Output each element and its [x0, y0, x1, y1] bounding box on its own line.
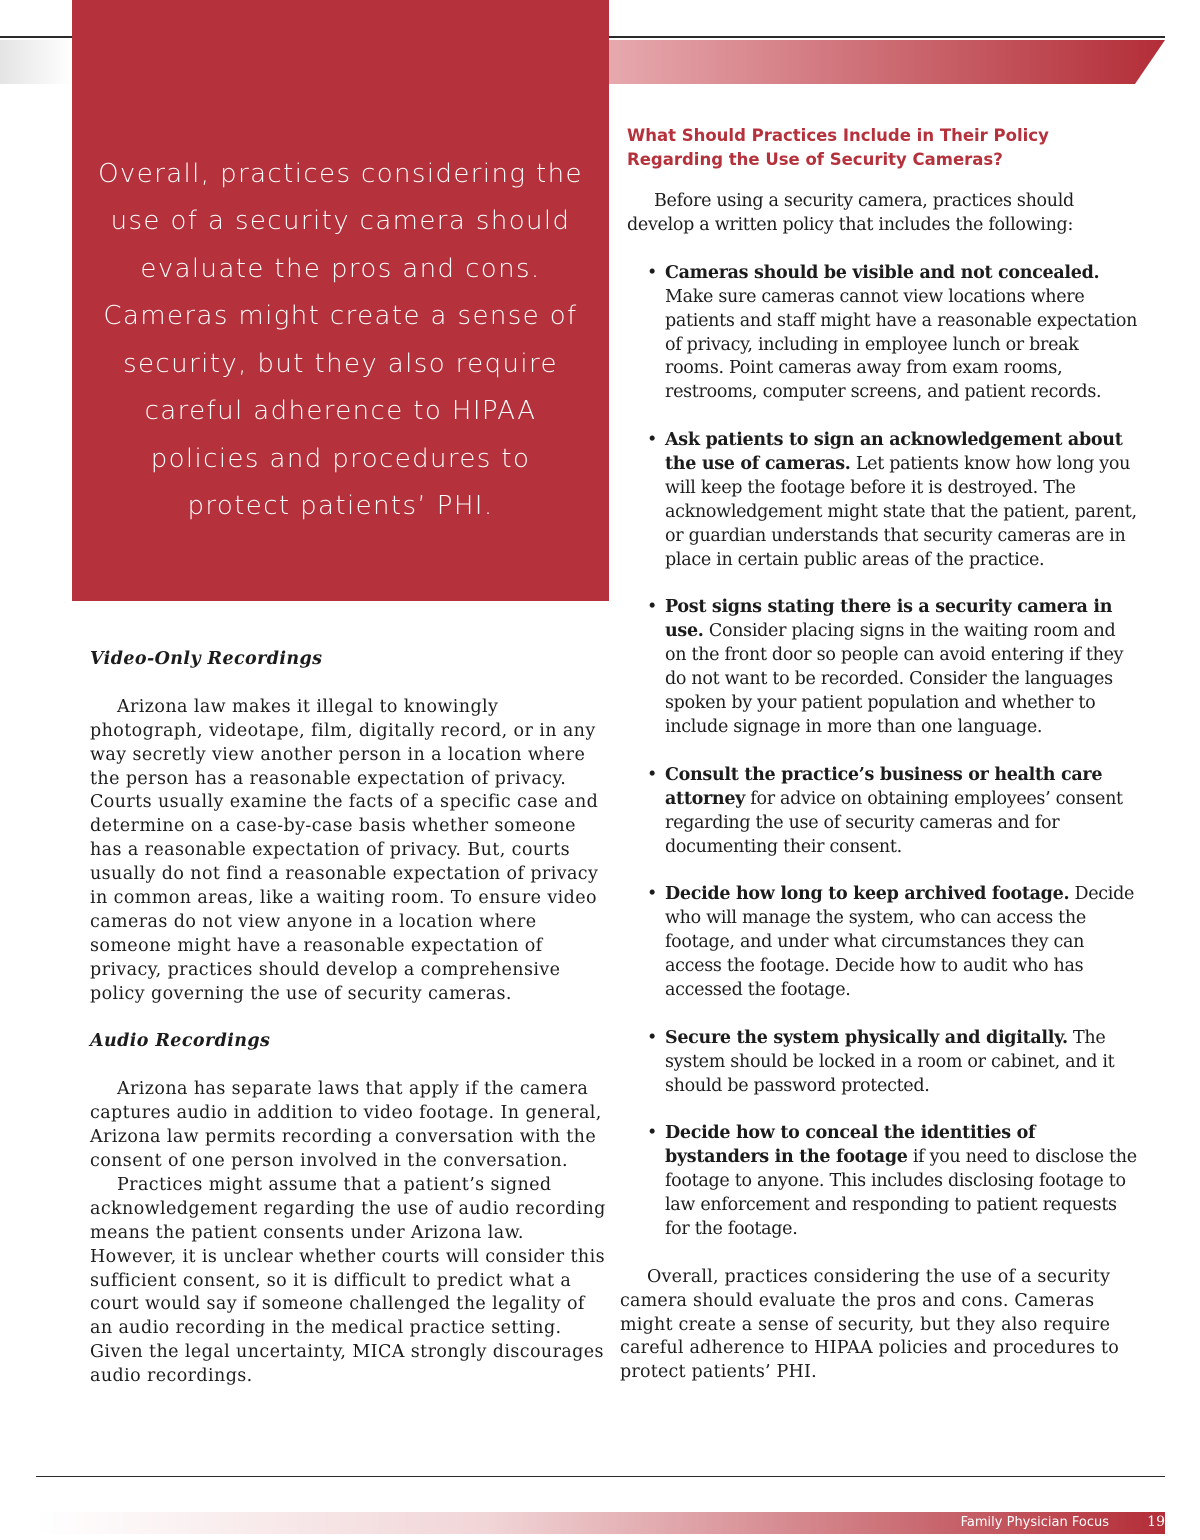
audio-paragraph-2: Practices might assume that a patient’s signed acknowledgement regarding the use of audio recording means the patient consents under Arizona law. However, it is unclear whether courts will consider this sufficient consent, so it is difficult to predict what a court would say if someone challenged the legality of an audio recording in the medical practice setting. Given the legal uncertainty, MICA strongly discourages audio recordings. [90, 1174, 606, 1387]
list-item-text: if you need to disclose the footage to anyone. This includes disclosing footage to law enforcement and responding to patient requests for the footage. [665, 1147, 1137, 1239]
audio-heading: Audio Recordings [90, 1031, 271, 1052]
publication-title: Family Physician Focus [960, 1515, 1109, 1530]
pull-quote-box [72, 0, 609, 601]
spacer [90, 672, 610, 696]
list-item-bold: Secure the system physically and digitally. [665, 1027, 1068, 1048]
spacer [90, 1007, 610, 1031]
audio-paragraph-1: Arizona has separate laws that apply if the camera captures audio in addition to video footage. In general, Arizona law permits recording a conversation with the consent of one person involved in the conversation. [90, 1079, 602, 1171]
spacer [90, 1054, 610, 1078]
list-item [620, 1122, 1140, 1242]
header-fade-left [0, 40, 72, 84]
right-column [620, 124, 1140, 1385]
bullet-icon: • [647, 1027, 658, 1048]
bullet-icon: • [647, 430, 658, 451]
list-item [620, 1027, 1140, 1099]
list-item-bold: Post signs stating there is a security camera in use. [665, 597, 1113, 642]
page-number: 19 [1147, 1514, 1165, 1530]
footer-rule [36, 1476, 1165, 1477]
bullet-icon: • [647, 1123, 658, 1144]
header-rule-right [609, 36, 1165, 38]
bullet-icon: • [647, 884, 658, 905]
list-item-text: Decide who will manage the system, who can access the footage, and under what circumstances they can access the footage. Decide how to audit who has accessed the footage. [665, 884, 1135, 1000]
video-heading: Video-Only Recordings [90, 649, 323, 669]
list-item-bold: Ask patients to sign an acknowledgement about the use of cameras. [665, 430, 1123, 475]
video-paragraph: Arizona law makes it illegal to knowingly photograph, videotape, film, digitally record, or in any way secretly view another person in a location where the person has a reasonable expectation of privacy. Courts usually examine the facts of a specific case and determine on a case-by-case basis whether someone has a reasonable expectation of privacy. But, courts usually do not find a reasonable expectation of privacy in common areas, like a waiting room. To ensure video cameras do not view anyone in a location where someone might have a reasonable expectation of privacy, practices should develop a comprehensive policy governing the use of security cameras. [90, 696, 599, 1004]
list-item-bold: Decide how to conceal the identities of bystanders in the footage [665, 1123, 1036, 1168]
header-rule-left [0, 36, 72, 38]
list-item-text: Make sure cameras cannot view locations where patients and staff might have a reasonable expectation of privacy, including in employee lunch or break rooms. Point cameras away from exam rooms, restrooms, computer screens, and patient records. [665, 286, 1138, 403]
bullet-icon: • [647, 764, 658, 785]
header-band-right [609, 40, 1165, 84]
list-item-bold: Cameras should be visible and not concealed. [665, 262, 1100, 283]
policy-list [620, 262, 1140, 1242]
section-heading: What Should Practices Include in Their Policy Regarding the Use of Security Cameras? [627, 126, 1049, 169]
list-item-bold: Consult the practice’s business or health care attorney [665, 764, 1103, 809]
closing-paragraph: Overall, practices considering the use of a security camera should evaluate the pros and cons. Cameras might create a sense of security, but they also require careful adherence to HIPAA policies and procedures to protect patients’ PHI. [620, 1266, 1120, 1383]
intro-paragraph: Before using a security camera, practices should develop a written policy that includes the following: [627, 191, 1074, 235]
left-column [90, 648, 610, 1389]
list-item-text: Consider placing signs in the waiting room and on the front door so people can avoid entering if they do not want to be recorded. Consider the languages spoken by your patient population and whether to include signage in more than one language. [665, 621, 1124, 737]
list-item [620, 596, 1140, 739]
list-item [620, 262, 1140, 405]
bullet-icon: • [647, 597, 658, 618]
list-item-text: Let patients know how long you will keep the footage before it is destroyed. The acknowledgement might state that the patient, parent, or guardian understands that security cameras are in place in certain public areas of the practice. [665, 454, 1137, 570]
list-item-text: The system should be locked in a room or cabinet, and it should be password protected. [665, 1027, 1115, 1096]
list-item [620, 883, 1140, 1003]
pull-quote-text: Overall, practices considering the use of a security camera should evaluate the pros and cons. Cameras might create a sense of security, but they also require careful adherence to HIPAA policies and procedures to protect patients’ PHI. [98, 158, 583, 521]
bullet-icon: • [647, 262, 658, 283]
list-item [620, 764, 1140, 860]
list-item [620, 429, 1140, 572]
list-item-bold: Decide how long to keep archived footage. [665, 884, 1070, 905]
list-item-text: for advice on obtaining employees’ consent regarding the use of security cameras and for documenting their consent. [665, 788, 1123, 857]
